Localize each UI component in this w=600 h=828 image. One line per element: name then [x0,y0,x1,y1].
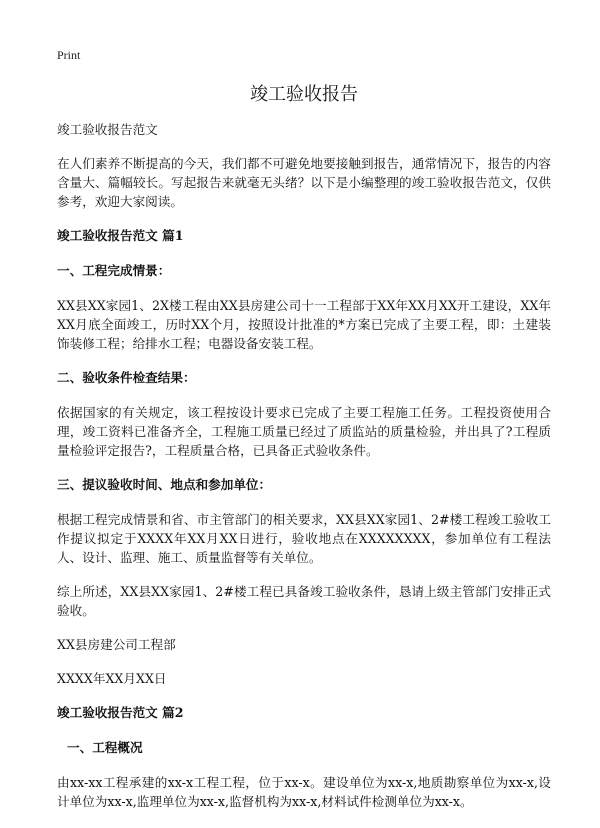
print-link[interactable]: Print [57,48,81,62]
paragraph-project-overview: 由xx-xx工程承建的xx-x工程工程，位于xx-x。建设单位为xx-x,地质勘察单位为xx-x,设计单位为xx-x,监理单位为xx-x,监督机构为xx-x,材料试件检测单位为xx-x。 [57,775,551,809]
heading-project-overview: 一、工程概况 [67,740,143,755]
signature-company: XX县房建公司工程部 [57,637,176,652]
paragraph-completion-status: XX县XX家园1、2X楼工程由XX县房建公司十一工程部于XX年XX月XX开工建设，XX年XX月底全面竣工，历时XX个月，按照设计批准的*方案已完成了主要工程，即：土建装饰装修工程；给排水工程；电器设备安装工程。 [57,298,551,351]
section-heading-part1: 竣工验收报告范文 篇1 [57,228,184,243]
paragraph-summary: 综上所述，XX县XX家园1、2#楼工程已具备竣工验收条件，恳请上级主管部门安排正式验收。 [57,584,551,618]
subtitle-paragraph: 竣工验收报告范文 [57,122,158,137]
signature-date: XXXX年XX月XX日 [57,671,167,686]
paragraph-proposal: 根据工程完成情景和省、市主管部门的相关要求，XX县XX家园1、2#楼工程竣工验收工作提议拟定于XXXX年XX月XX日进行，验收地点在XXXXXXXX，参加单位有工程法人、设计、监理、施工、质量监督等有关单位。 [57,512,551,565]
section-heading-part2: 竣工验收报告范文 篇2 [57,705,184,720]
paragraph-inspection-results: 依据国家的有关规定，该工程按设计要求已完成了主要工程施工任务。工程投资使用合理，竣工资料已准备齐全，工程施工质量已经过了质监站的质量检验，并出具了?工程质量检验评定报告?，工程质量合格，已具备正式验收条件。 [57,405,551,458]
heading-proposal: 三、提议验收时间、地点和参加单位： [57,477,272,492]
document-body [57,120,551,826]
intro-paragraph: 在人们素养不断提高的今天，我们都不可避免地要接触到报告，通常情况下，报告的内容含量大、篇幅较长。写起报告来就毫无头绪？以下是小编整理的竣工验收报告范文，仅供参考，欢迎大家阅读。 [57,156,551,209]
heading-inspection-results: 二、验收条件检查结果： [57,370,196,385]
heading-completion-status: 一、工程完成情景： [57,263,171,278]
document-title: 竣工验收报告 [250,84,358,105]
